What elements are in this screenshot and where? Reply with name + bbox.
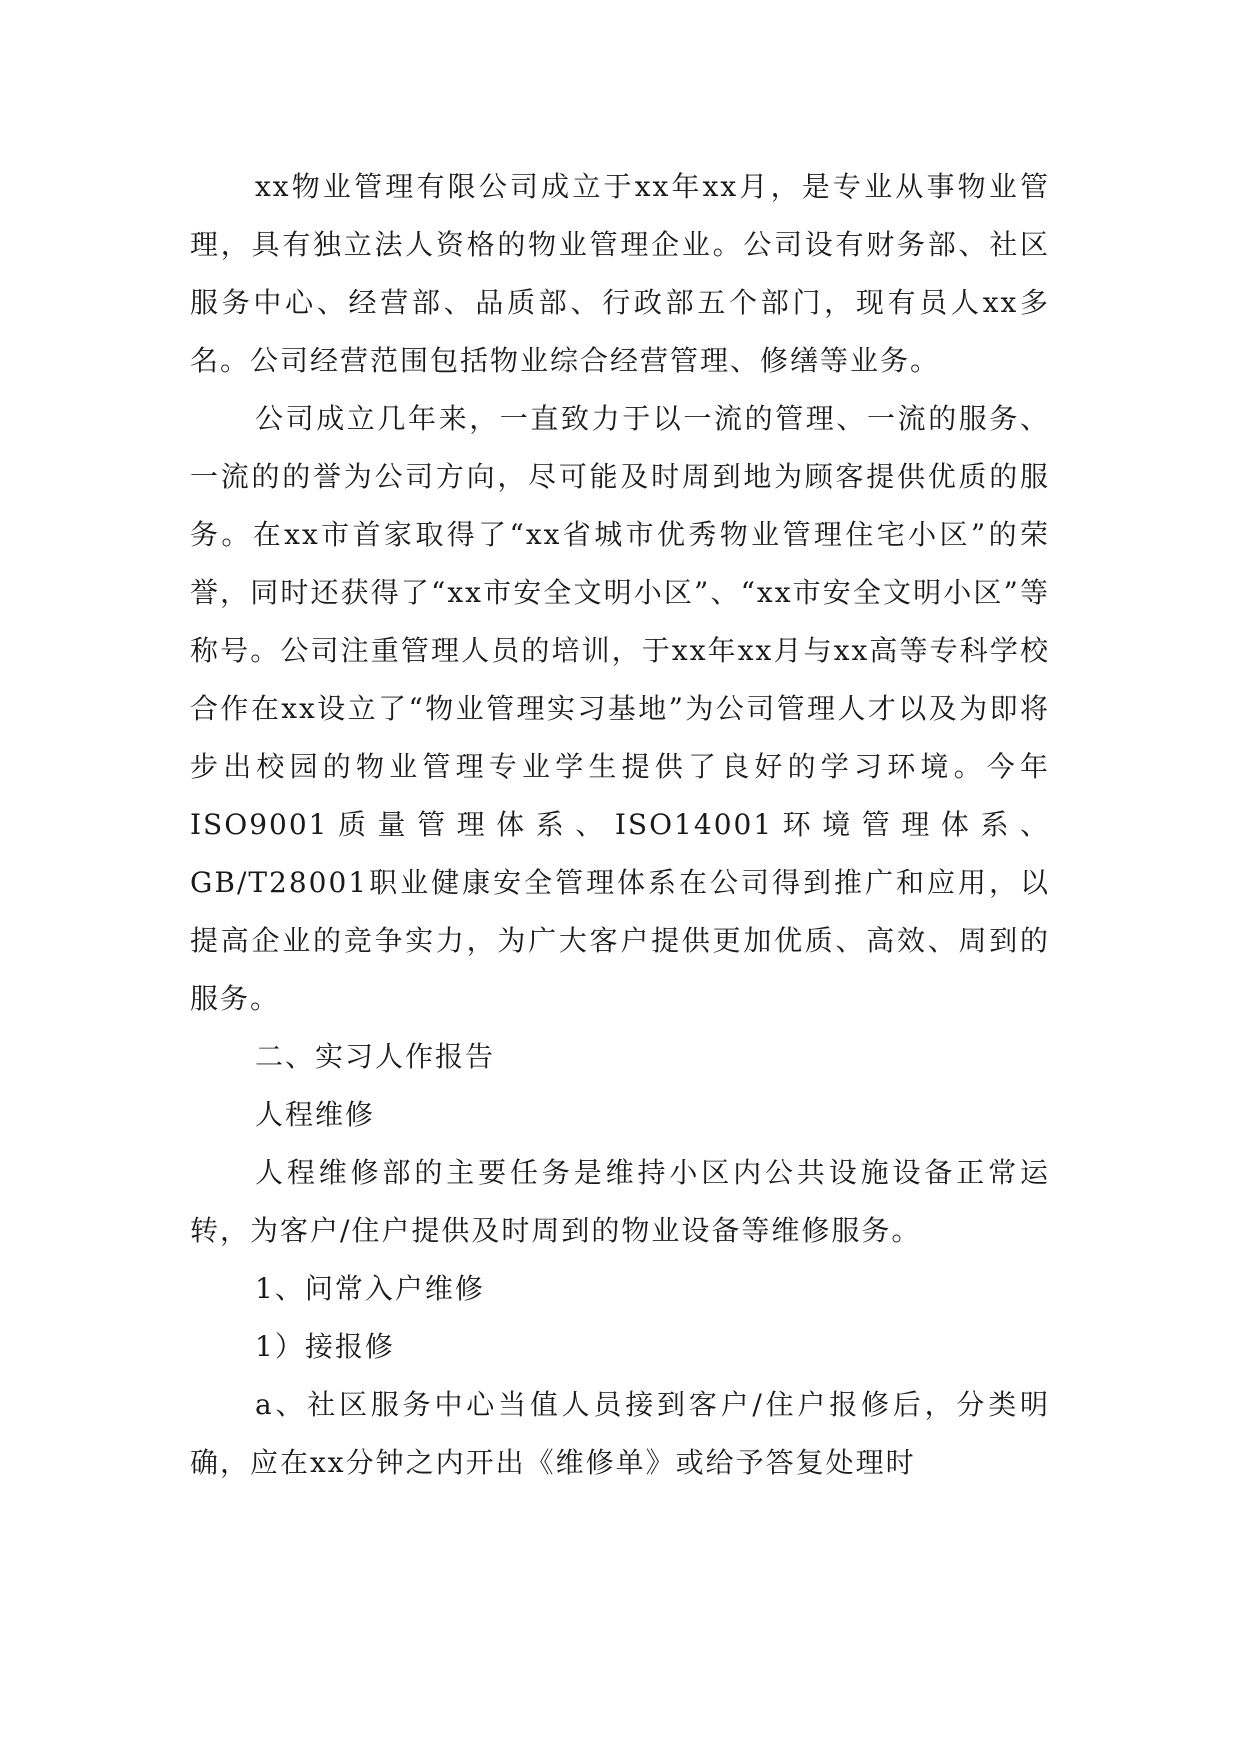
paragraph-company-achievements: 公司成立几年来，一直致力于以一流的管理、一流的服务、一流的的誉为公司方向，尽可能及时周到地为顾客提供优质的服务。在xx市首家取得了“xx省城市优秀物业管理住宅小区”的荣誉，同时还获得了“xx市安全文明小区”、“xx市安全文明小区”等称号。公司注重管理人员的培训，于xx年xx月与xx高等专科学校合作在xx设立了“物业管理实习基地”为公司管理人才以及为即将步出校园的物业管理专业学生提供了良好的学习环境。今年ISO9001质量管理体系、ISO14001环境管理体系、GB/T28001职业健康安全管理体系在公司得到推广和应用，以提高企业的竞争实力，为广大客户提供更加优质、高效、周到的服务。 — [190, 402, 1050, 1015]
subheading-maintenance: 人程维修 — [255, 1098, 376, 1131]
paragraph-repair-procedure: a、社区服务中心当值人员接到客户/住户报修后，分类明确，应在xx分钟之内开出《维修单》或给予答复处理时 — [190, 1388, 1050, 1479]
document-body — [190, 158, 1050, 1492]
paragraph-maintenance-task: 人程维修部的主要任务是维持小区内公共设施设备正常运转，为客户/住户提供及时周到的物业设备等维修服务。 — [190, 1156, 1050, 1247]
paragraph-company-intro: xx物业管理有限公司成立于xx年xx月，是专业从事物业管理，具有独立法人资格的物业管理企业。公司设有财务部、社区服务中心、经营部、品质部、行政部五个部门，现有员人xx多名。公司经营范围包括物业综合经营管理、修缮等业务。 — [190, 170, 1050, 377]
section-heading-internship-report: 二、实习人作报告 — [255, 1040, 496, 1073]
list-heading-daily-repair: 1、问常入户维修 — [255, 1272, 485, 1305]
list-subheading-receive-repair: 1）接报修 — [255, 1330, 395, 1363]
